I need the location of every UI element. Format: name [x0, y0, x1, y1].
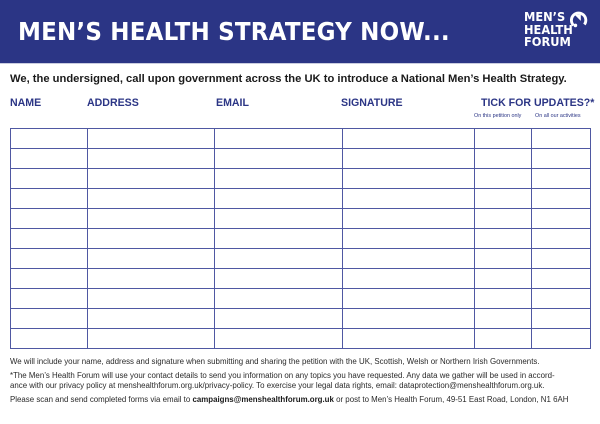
address-cell[interactable] [88, 149, 215, 169]
petition-updates-checkbox[interactable] [475, 249, 532, 269]
all-updates-checkbox[interactable] [532, 309, 591, 329]
petition-updates-checkbox[interactable] [475, 209, 532, 229]
signature-table [10, 128, 591, 349]
all-updates-checkbox[interactable] [532, 229, 591, 249]
all-updates-checkbox[interactable] [532, 249, 591, 269]
column-header-name: NAME [10, 97, 42, 109]
address-cell[interactable] [88, 269, 215, 289]
logo-line-3: FORUM [524, 35, 571, 49]
email-cell[interactable] [215, 249, 343, 269]
email-cell[interactable] [215, 189, 343, 209]
table-row [11, 309, 591, 329]
address-cell[interactable] [88, 209, 215, 229]
submit-suffix: or post to Men’s Health Forum, 49-51 East Road, London, N1 6AH [333, 395, 569, 404]
address-cell[interactable] [88, 229, 215, 249]
all-updates-checkbox[interactable] [532, 129, 591, 149]
address-cell[interactable] [88, 169, 215, 189]
table-row [11, 329, 591, 349]
column-header-email: EMAIL [216, 97, 249, 109]
address-cell[interactable] [88, 189, 215, 209]
address-cell[interactable] [88, 249, 215, 269]
signature-cell[interactable] [343, 149, 475, 169]
arrow-swirl-icon [570, 11, 588, 29]
submit-prefix: Please scan and send completed forms via email to [10, 395, 193, 404]
email-cell[interactable] [215, 229, 343, 249]
column-header-updates: TICK FOR UPDATES?* [481, 97, 595, 109]
email-cell[interactable] [215, 129, 343, 149]
table-row [11, 129, 591, 149]
table-row [11, 189, 591, 209]
table-row [11, 229, 591, 249]
email-cell[interactable] [215, 309, 343, 329]
address-cell[interactable] [88, 329, 215, 349]
petition-updates-checkbox[interactable] [475, 329, 532, 349]
name-cell[interactable] [11, 149, 88, 169]
petition-updates-checkbox[interactable] [475, 229, 532, 249]
footnote-sharing: We will include your name, address and signature when submitting and sharing the petition with the UK, Scottish, Welsh or Northern Irish Governments. [10, 357, 540, 366]
email-cell[interactable] [215, 329, 343, 349]
name-cell[interactable] [11, 129, 88, 149]
logo-line-2: HEALTH [524, 22, 573, 37]
mens-health-forum-logo [524, 11, 594, 59]
email-cell[interactable] [215, 289, 343, 309]
name-cell[interactable] [11, 289, 88, 309]
page-title: MEN’S HEALTH STRATEGY NOW... [18, 17, 450, 46]
signature-cell[interactable] [343, 249, 475, 269]
email-cell[interactable] [215, 149, 343, 169]
petition-statement: We, the undersigned, call upon government across the UK to introduce a National Men’s Health Strategy. [10, 73, 567, 85]
column-header-signature: SIGNATURE [341, 97, 403, 109]
name-cell[interactable] [11, 189, 88, 209]
petition-updates-checkbox[interactable] [475, 169, 532, 189]
signature-cell[interactable] [343, 289, 475, 309]
all-updates-checkbox[interactable] [532, 189, 591, 209]
petition-updates-checkbox[interactable] [475, 269, 532, 289]
all-updates-checkbox[interactable] [532, 209, 591, 229]
address-cell[interactable] [88, 289, 215, 309]
subheader-all-activities: On all our activities [535, 113, 581, 119]
footnote-privacy-line-2: ance with our privacy policy at menshealthforum.org.uk/privacy-policy. To exercise your legal data rights, email: dataprotection@menshealthforum.org.uk. [10, 381, 545, 390]
name-cell[interactable] [11, 329, 88, 349]
table-row [11, 269, 591, 289]
email-cell[interactable] [215, 169, 343, 189]
signature-cell[interactable] [343, 329, 475, 349]
table-row [11, 249, 591, 269]
name-cell[interactable] [11, 169, 88, 189]
signature-cell[interactable] [343, 269, 475, 289]
table-row [11, 149, 591, 169]
petition-updates-checkbox[interactable] [475, 189, 532, 209]
signature-cell[interactable] [343, 309, 475, 329]
signature-cell[interactable] [343, 169, 475, 189]
petition-updates-checkbox[interactable] [475, 149, 532, 169]
footnote-submit-instructions [10, 395, 568, 406]
petition-updates-checkbox[interactable] [475, 289, 532, 309]
petition-updates-checkbox[interactable] [475, 129, 532, 149]
signature-cell[interactable] [343, 189, 475, 209]
email-cell[interactable] [215, 209, 343, 229]
all-updates-checkbox[interactable] [532, 329, 591, 349]
name-cell[interactable] [11, 309, 88, 329]
signature-cell[interactable] [343, 209, 475, 229]
name-cell[interactable] [11, 249, 88, 269]
petition-updates-checkbox[interactable] [475, 309, 532, 329]
signature-cell[interactable] [343, 129, 475, 149]
email-cell[interactable] [215, 269, 343, 289]
name-cell[interactable] [11, 269, 88, 289]
all-updates-checkbox[interactable] [532, 169, 591, 189]
logo-line-1: MEN’S [524, 10, 566, 24]
column-header-address: ADDRESS [87, 97, 139, 109]
name-cell[interactable] [11, 209, 88, 229]
table-row [11, 209, 591, 229]
subheader-petition-only: On this petition only [474, 113, 522, 119]
all-updates-checkbox[interactable] [532, 149, 591, 169]
signature-cell[interactable] [343, 229, 475, 249]
name-cell[interactable] [11, 229, 88, 249]
all-updates-checkbox[interactable] [532, 289, 591, 309]
table-row [11, 169, 591, 189]
address-cell[interactable] [88, 309, 215, 329]
address-cell[interactable] [88, 129, 215, 149]
table-row [11, 289, 591, 309]
all-updates-checkbox[interactable] [532, 269, 591, 289]
campaigns-email-link[interactable]: campaigns@menshealthforum.org.uk [192, 395, 334, 404]
logo-text [524, 11, 573, 49]
header-banner [0, 0, 600, 64]
footnote-privacy-line-1: *The Men’s Health Forum will use your contact details to send you information on any topics you have requested. Any data we gather will be used in accord- [10, 371, 555, 380]
